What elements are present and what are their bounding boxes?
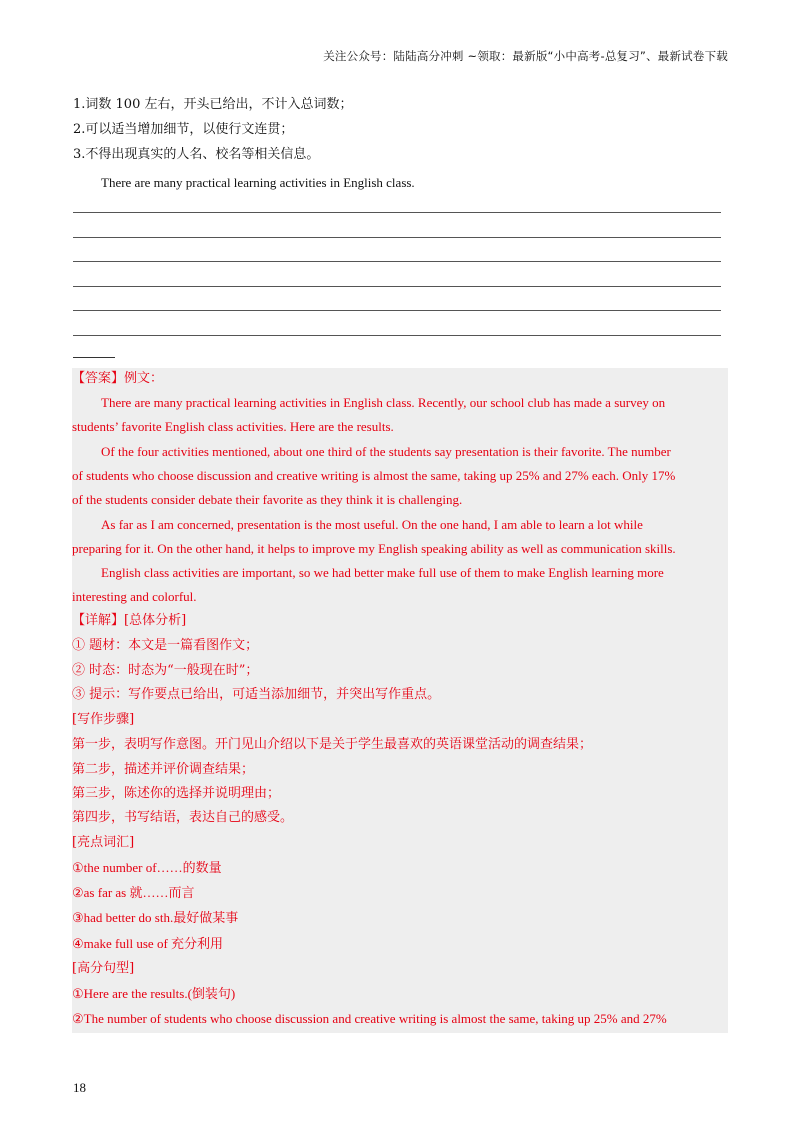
sentence-item-1: ①Here are the results.(倒装句) (72, 986, 236, 1001)
vocab-item-1: ①the number of……的数量 (72, 860, 222, 875)
vocab-item-2: ②as far as 就……而言 (72, 885, 195, 900)
detail-label: 【详解】[总体分析] (72, 613, 187, 628)
writing-line-1 (73, 212, 721, 213)
essay-line-1: There are many practical learning activities in English class. Recently, our school club has made a survey on (101, 395, 666, 410)
requirement-1: 1.词数 100 左右，开头已给出，不计入总词数； (73, 97, 353, 112)
essay-line-7: preparing for it. On the other hand, it helps to improve my English speaking ability as well as communication skills. (72, 541, 676, 556)
answer-section (72, 368, 728, 1033)
writing-line-end (73, 357, 115, 358)
step-3: 第三步，陈述你的选择并说明理由； (72, 786, 281, 801)
writing-line-6 (73, 335, 721, 336)
answer-label: 【答案】例文： (72, 371, 164, 386)
essay-line-5: of the students consider debate their favorite as they think it is challenging. (72, 492, 463, 507)
vocab-item-3: ③had better do sth.最好做某事 (72, 910, 239, 925)
writing-line-3 (73, 261, 721, 262)
sentences-label: [高分句型] (72, 961, 135, 976)
page-header: 关注公众号：陆陆高分冲刺 ~领取：最新版“小中高考-总复习”、最新试卷下载 (323, 49, 728, 63)
requirement-3: 3.不得出现真实的人名、校名等相关信息。 (73, 147, 320, 162)
step-2: 第二步，描述并评价调查结果； (72, 762, 255, 777)
analysis-item-2: ② 时态：时态为“一般现在时”； (72, 663, 259, 678)
requirement-2: 2.可以适当增加细节，以使行文连贯； (73, 122, 294, 137)
page-number: 18 (73, 1080, 86, 1095)
vocab-label: [亮点词汇] (72, 835, 135, 850)
analysis-item-1: ① 题材：本文是一篇看图作文； (72, 638, 259, 653)
vocab-item-4: ④make full use of 充分利用 (72, 936, 224, 951)
steps-label: [写作步骤] (72, 712, 135, 727)
essay-line-8: English class activities are important, so we had better make full use of them to make English learning more (101, 565, 664, 580)
step-1: 第一步，表明写作意图。开门见山介绍以下是关于学生最喜欢的英语课堂活动的调查结果； (72, 737, 593, 752)
essay-line-6: As far as I am concerned, presentation is the most useful. On the one hand, I am able to learn a lot while (101, 517, 643, 532)
essay-line-4: of students who choose discussion and creative writing is almost the same, taking up 25% and 27% each. Only 17% (72, 468, 676, 483)
writing-line-5 (73, 310, 721, 311)
sentence-item-2: ②The number of students who choose discussion and creative writing is almost the same, taking up 25% and 27% (72, 1011, 667, 1026)
essay-line-9: interesting and colorful. (72, 589, 197, 604)
essay-line-2: students’ favorite English class activities. Here are the results. (72, 419, 394, 434)
writing-line-2 (73, 237, 721, 238)
lead-sentence: There are many practical learning activities in English class. (101, 175, 415, 190)
step-4: 第四步，书写结语，表达自己的感受。 (72, 810, 294, 825)
writing-line-4 (73, 286, 721, 287)
analysis-item-3: ③ 提示：写作要点已给出，可适当添加细节，并突出写作重点。 (72, 687, 441, 702)
essay-line-3: Of the four activities mentioned, about one third of the students say presentation is their favorite. The number (101, 444, 671, 459)
